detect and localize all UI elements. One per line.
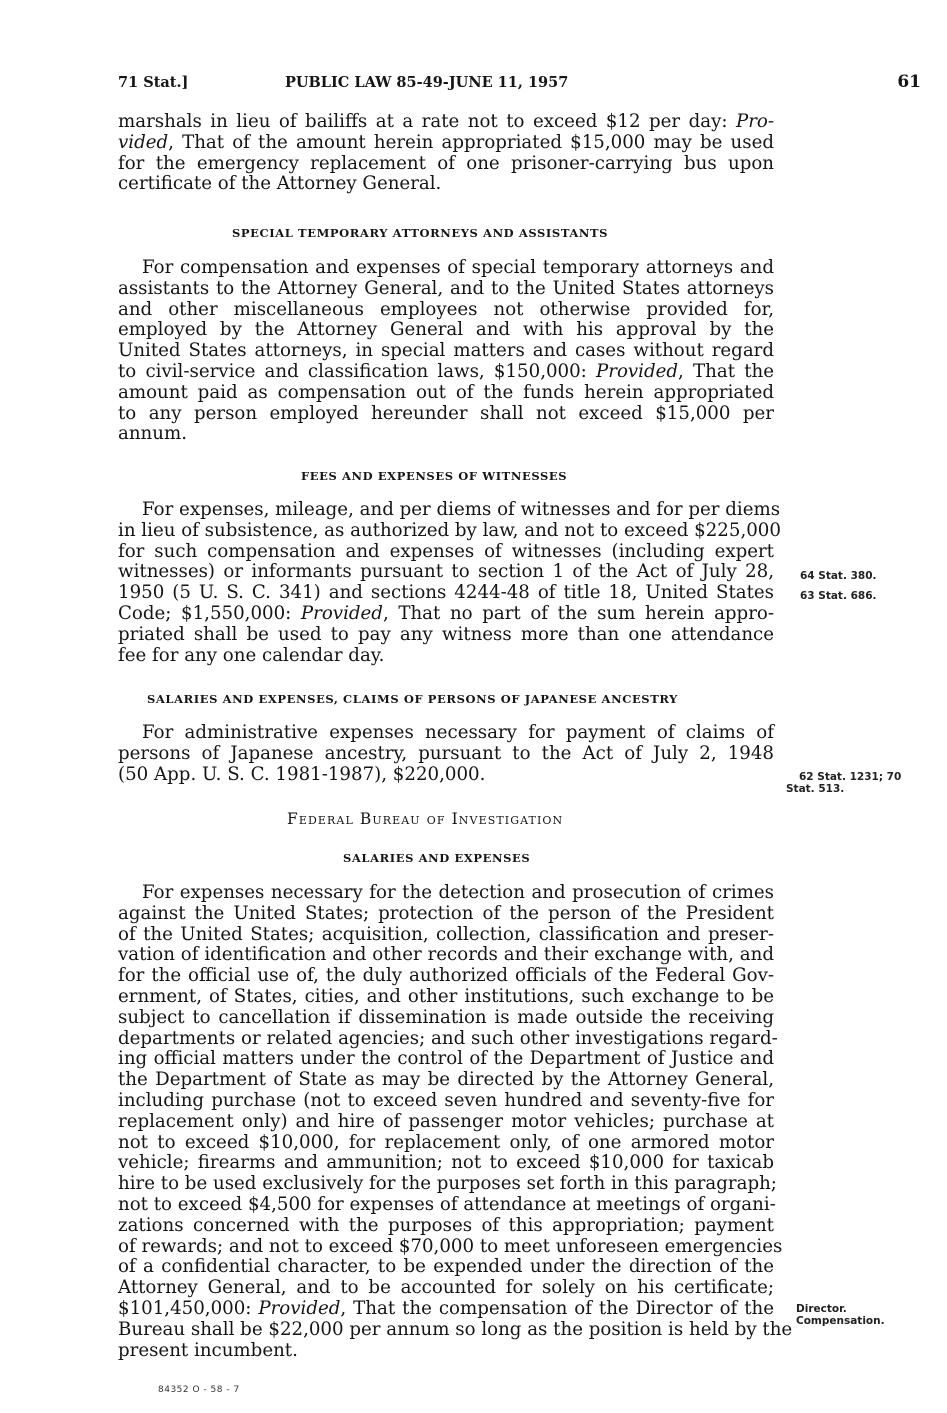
- text-line: including purchase (not to exceed seven hundred and seventy-five for: [118, 1089, 774, 1111]
- text-line: replacement only) and hire of passenger motor vehicles; purchase at: [118, 1110, 774, 1132]
- bureau-heading: Federal Bureau of Investigation: [287, 810, 564, 828]
- law-title: PUBLIC LAW 85-49-JUNE 11, 1957: [285, 74, 569, 91]
- print-code: 84352 O - 58 - 7: [158, 1385, 240, 1395]
- text-line: annum.: [118, 423, 188, 445]
- text-line: For compensation and expenses of special temporary attorneys and: [142, 257, 774, 278]
- text-line: persons of Japanese ancestry, pursuant to the Act of July 2, 1948: [118, 742, 774, 764]
- text-line: of rewards; and not to exceed $70,000 to meet unforeseen emergencies: [118, 1235, 783, 1257]
- text-line: not to exceed $4,500 for expenses of attendance at meetings of organi-: [118, 1193, 776, 1215]
- text-line: hire to be used exclusively for the purposes set forth in this paragraph;: [118, 1173, 777, 1195]
- text-line: against the United States; protection of the person of the President: [118, 902, 774, 924]
- text-line: subject to cancellation if dissemination is made outside the receiving: [118, 1006, 774, 1028]
- text-line: the Department of State as may be directed by the Attorney General,: [118, 1069, 774, 1091]
- text-line: for the emergency replacement of one prisoner-carrying bus upon: [118, 152, 774, 174]
- margin-citation: 63 Stat. 686.: [800, 590, 877, 602]
- paragraph-special-attorneys: [118, 258, 774, 445]
- text-line: of a confidential character, to be expended under the direction of the: [118, 1256, 774, 1278]
- text-line: witnesses) or informants pursuant to section 1 of the Act of July 28,: [118, 561, 774, 583]
- text-line: fee for any one calendar day.: [118, 644, 385, 666]
- text-line: for the official use of, the duly authorized officials of the Federal Gov-: [118, 965, 774, 987]
- text-line: Bureau shall be $22,000 per annum so long as the position is held by the: [118, 1318, 793, 1340]
- text-line: not to exceed $10,000, for replacement only, of one armored motor: [118, 1131, 774, 1153]
- section-heading: SALARIES AND EXPENSES, CLAIMS OF PERSONS OF JAPANESE ANCESTRY: [147, 692, 678, 706]
- text-line: certificate of the Attorney General.: [118, 173, 442, 195]
- paragraph-japanese-ancestry: [118, 723, 774, 785]
- text-line: to any person employed hereunder shall not exceed $15,000 per: [118, 402, 774, 424]
- text-line: marshals in lieu of bailiffs at a rate not to exceed $12 per day: Pro-: [118, 111, 774, 132]
- paragraph-marshals: [118, 112, 774, 195]
- section-heading: SPECIAL TEMPORARY ATTORNEYS AND ASSISTANTS: [232, 226, 609, 240]
- text-line: priated shall be used to pay any witness more than one attendance: [118, 623, 774, 645]
- text-line: of the United States; acquisition, collection, classification and preser-: [118, 923, 774, 945]
- margin-citation: 64 Stat. 380.: [800, 570, 877, 582]
- margin-citation: 62 Stat. 1231; 70 Stat. 513.: [786, 771, 902, 795]
- statute-reference: 71 Stat.]: [118, 74, 189, 91]
- section-heading: SALARIES AND EXPENSES: [343, 851, 531, 865]
- text-line: and other miscellaneous employees not otherwise provided for,: [118, 298, 774, 320]
- margin-note-director: Director. Compensation.: [796, 1303, 885, 1327]
- paragraph-witnesses: [118, 499, 781, 666]
- text-line: 1950 (5 U. S. C. 341) and sections 4244-48 of title 18, United States: [118, 582, 774, 604]
- text-line: (50 App. U. S. C. 1981-1987), $220,000.: [118, 763, 486, 785]
- running-header: [118, 74, 921, 98]
- text-line: amount paid as compensation out of the funds herein appropriated: [118, 381, 774, 403]
- text-line: vation of identification and other records and their exchange with, and: [118, 944, 774, 966]
- text-line: vided, That of the amount herein appropriated $15,000 may be used: [118, 131, 774, 153]
- text-line: For expenses, mileage, and per diems of witnesses and for per diems: [142, 499, 781, 520]
- text-line: ing official matters under the control of the Department of Justice and: [118, 1048, 774, 1070]
- paragraph-fbi-expenses: [118, 882, 793, 1361]
- text-line: Attorney General, and to be accounted for solely on his certificate;: [118, 1277, 774, 1299]
- section-heading: FEES AND EXPENSES OF WITNESSES: [301, 469, 568, 483]
- text-line: Code; $1,550,000: Provided, That no part of the sum herein appro-: [118, 602, 774, 624]
- text-line: $101,450,000: Provided, That the compensation of the Director of the: [118, 1297, 775, 1319]
- text-line: ernment, of States, cities, and other institutions, such exchange to be: [118, 985, 774, 1007]
- text-line: employed by the Attorney General and with his approval by the: [118, 319, 774, 341]
- text-line: for such compensation and expenses of witnesses (including expert: [118, 540, 774, 562]
- text-line: For administrative expenses necessary for payment of claims of: [142, 722, 774, 743]
- text-line: assistants to the Attorney General, and to the United States attorneys: [118, 277, 774, 299]
- page-number: 61: [897, 72, 921, 92]
- text-line: zations concerned with the purposes of this appropriation; payment: [118, 1214, 774, 1236]
- text-line: departments or related agencies; and such other investigations regard-: [118, 1027, 778, 1049]
- text-line: to civil-service and classification laws, $150,000: Provided, That the: [118, 360, 774, 382]
- text-line: United States attorneys, in special matters and cases without regard: [118, 340, 774, 362]
- text-line: in lieu of subsistence, as authorized by law, and not to exceed $225,000: [118, 519, 781, 541]
- text-line: vehicle; firearms and ammunition; not to exceed $10,000 for taxicab: [118, 1152, 774, 1174]
- text-line: For expenses necessary for the detection and prosecution of crimes: [142, 882, 774, 903]
- text-line: present incumbent.: [118, 1339, 298, 1361]
